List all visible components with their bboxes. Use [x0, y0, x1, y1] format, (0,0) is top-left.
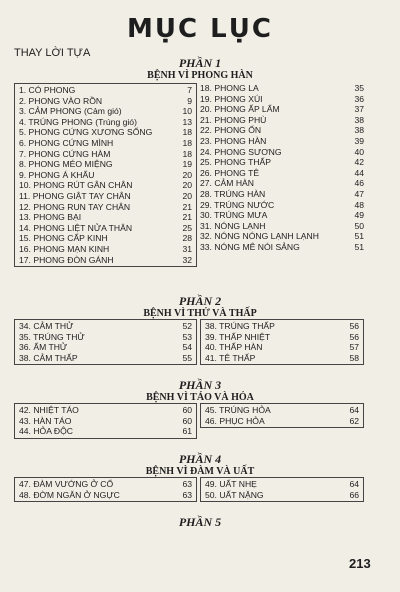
toc-entry	[200, 231, 364, 242]
toc-entry	[19, 332, 192, 343]
toc-entry-page: 48	[354, 199, 364, 210]
toc-entry-title: 20. PHONG ẤP LẨM	[200, 104, 280, 115]
toc-entry-title: 19. PHONG XÚI	[200, 93, 263, 104]
toc-entry-title: 43. HÀN TÁO	[19, 415, 72, 426]
toc-entry-page: 37	[354, 104, 364, 115]
toc-entry	[205, 332, 359, 343]
toc-entry-page: 38	[354, 125, 364, 136]
part-3-left-column	[14, 403, 197, 439]
toc-entry-page: 58	[349, 352, 359, 363]
toc-entry	[200, 221, 364, 232]
toc-entry-title: 49. UẤT NHẸ	[205, 479, 257, 489]
toc-entry-page: 21	[182, 212, 192, 223]
toc-entry-title: 14. PHONG LIỆT NỬA THÂN	[19, 222, 133, 233]
toc-entry-page: 56	[349, 331, 359, 342]
toc-entry	[19, 191, 192, 202]
toc-entry-page: 55	[182, 352, 192, 363]
toc-entry-title: 7. PHONG CỨNG HÀM	[19, 148, 111, 159]
toc-entry	[19, 479, 192, 490]
part-1-subtitle: BỆNH VÌ PHONG HÀN	[147, 70, 253, 81]
toc-entry	[19, 138, 192, 149]
toc-entry-page: 61	[182, 426, 192, 437]
toc-entry-title: 29. TRÚNG NƯỚC	[200, 199, 275, 210]
toc-entry-title: 2. PHONG VÀO RỒN	[19, 95, 103, 106]
toc-entry-page: 20	[182, 180, 192, 191]
toc-entry	[19, 117, 192, 128]
toc-entry	[200, 242, 364, 253]
toc-entry-page: 64	[349, 405, 359, 415]
toc-entry	[19, 170, 192, 181]
toc-entry-page: 62	[349, 415, 359, 426]
toc-entry-title: 9. PHONG Á KHẨU	[19, 169, 95, 180]
toc-entry-title: 10. PHONG RÚT GÂN CHÂN	[19, 180, 133, 191]
toc-entry-page: 54	[182, 342, 192, 353]
toc-entry-title: 46. PHỤC HỎA	[205, 415, 265, 426]
toc-entry	[19, 321, 192, 332]
toc-entry	[200, 200, 364, 211]
toc-entry-page: 10	[182, 106, 192, 117]
toc-entry	[200, 147, 364, 158]
toc-entry	[205, 342, 359, 353]
toc-entry	[205, 321, 359, 332]
toc-entry-page: 51	[354, 241, 364, 252]
toc-entry	[19, 127, 192, 138]
toc-entry-page: 56	[349, 321, 359, 331]
toc-entry	[200, 94, 364, 105]
toc-entry-title: 21. PHONG PHÙ	[200, 114, 267, 125]
toc-entry	[200, 136, 364, 147]
toc-entry-title: 41. TÊ THẤP	[205, 352, 256, 363]
toc-entry	[200, 210, 364, 221]
toc-entry-page: 60	[182, 415, 192, 426]
toc-entry-title: 38. TRÚNG THẤP	[205, 321, 275, 331]
toc-entry-title: 31. NÓNG LẠNH	[200, 220, 266, 231]
toc-entry	[19, 180, 192, 191]
part-1-right-column	[200, 83, 364, 253]
toc-entry-page: 32	[182, 254, 192, 265]
toc-entry	[200, 178, 364, 189]
toc-entry-title: 25. PHONG THẤP	[200, 157, 271, 168]
toc-entry	[200, 115, 364, 126]
part-4-left-column	[14, 477, 197, 502]
toc-entry	[19, 405, 192, 416]
toc-entry-page: 18	[182, 148, 192, 159]
toc-entry	[19, 85, 192, 96]
toc-entry-page: 49	[354, 210, 364, 221]
toc-entry-title: 5. PHONG CỨNG XƯƠNG SỐNG	[19, 127, 153, 138]
toc-entry-title: 17. PHONG ĐÒN GÁNH	[19, 254, 114, 265]
toc-entry	[200, 157, 364, 168]
toc-entry	[19, 233, 192, 244]
toc-entry-title: 13. PHONG BẠI	[19, 212, 82, 223]
toc-entry-page: 28	[182, 233, 192, 244]
toc-entry-title: 12. PHONG RUN TAY CHÂN	[19, 201, 131, 212]
toc-entry-title: 8. PHONG MÉO MIỆNG	[19, 159, 113, 170]
toc-entry	[19, 244, 192, 255]
toc-entry-page: 39	[354, 135, 364, 146]
toc-entry-title: 24. PHONG SƯƠNG	[200, 146, 282, 157]
toc-entry-title: 1. CÓ PHONG	[19, 85, 76, 95]
toc-entry-title: 34. CẢM THỬ	[19, 321, 74, 331]
toc-entry-page: 36	[354, 93, 364, 104]
toc-entry-title: 11. PHONG GIẬT TAY CHÂN	[19, 190, 131, 201]
toc-entry-page: 18	[182, 137, 192, 148]
part-3-right-column	[200, 403, 364, 428]
toc-entry-title: 38. CẢM THẤP	[19, 352, 78, 363]
toc-entry	[19, 96, 192, 107]
page-number: 213	[349, 556, 371, 571]
toc-entry-title: 23. PHONG HÀN	[200, 135, 267, 146]
toc-entry-title: 39. THẤP NHIỆT	[205, 331, 271, 342]
toc-entry-title: 32. NÓNG NÓNG LẠNH LẠNH	[200, 231, 319, 242]
toc-entry-page: 63	[182, 489, 192, 500]
part-4-subtitle: BỆNH VÌ ĐÀM VÀ UẤT	[145, 466, 255, 477]
toc-entry	[19, 106, 192, 117]
toc-entry-page: 50	[354, 220, 364, 231]
toc-entry-page: 20	[182, 169, 192, 180]
toc-entry	[19, 255, 192, 266]
toc-entry	[200, 125, 364, 136]
toc-entry-page: 42	[354, 157, 364, 168]
toc-entry	[19, 426, 192, 437]
toc-entry	[19, 490, 192, 501]
part-2-label: PHẦN 2	[178, 294, 222, 308]
toc-entry-title: 42. NHIỆT TÁO	[19, 405, 79, 415]
part-4-label: PHẦN 4	[178, 452, 222, 466]
toc-entry-page: 7	[187, 85, 192, 95]
toc-entry	[205, 405, 359, 416]
toc-entry-page: 64	[349, 479, 359, 489]
toc-entry-page: 18	[182, 127, 192, 138]
toc-entry	[205, 353, 359, 364]
page-title: MỤC LỤC	[127, 14, 273, 44]
toc-entry	[19, 149, 192, 160]
toc-entry-title: 35. TRÚNG THỬ	[19, 331, 85, 342]
toc-entry-page: 35	[354, 83, 364, 93]
toc-entry-page: 31	[182, 243, 192, 254]
part-2-right-column	[200, 319, 364, 365]
toc-entry-page: 25	[182, 222, 192, 233]
toc-entry-title: 40. THẤP HÀN	[205, 342, 263, 353]
toc-entry	[200, 83, 364, 94]
toc-entry	[19, 159, 192, 170]
part-2-left-column	[14, 319, 197, 365]
toc-entry-page: 44	[354, 167, 364, 178]
toc-entry	[200, 189, 364, 200]
toc-entry-title: 16. PHONG MẠN KINH	[19, 243, 110, 254]
toc-entry	[19, 342, 192, 353]
toc-entry-title: 36. ẨM THỬ	[19, 342, 68, 353]
toc-entry-page: 19	[182, 159, 192, 170]
toc-entry	[19, 202, 192, 213]
toc-entry-title: 15. PHONG CẤP KINH	[19, 233, 108, 244]
part-2-subtitle: BỆNH VÌ THỬ VÀ THẤP	[143, 308, 257, 319]
part-3-label: PHẦN 3	[178, 378, 222, 392]
toc-entry	[205, 479, 359, 490]
toc-entry-title: 44. HỎA ĐỘC	[19, 426, 73, 437]
toc-entry-page: 52	[182, 321, 192, 331]
toc-entry	[200, 168, 364, 179]
toc-entry-page: 51	[354, 231, 364, 242]
part-1-label: PHẦN 1	[178, 56, 222, 70]
toc-entry-title: 48. ĐỜM NGĂN Ở NGỰC	[19, 489, 120, 500]
toc-entry-page: 20	[182, 190, 192, 201]
toc-entry	[19, 212, 192, 223]
preface-entry: THAY LỜI TỰA	[14, 47, 91, 59]
toc-entry-page: 60	[182, 405, 192, 415]
toc-entry-title: 33. NÓNG MÊ NÓI SẢNG	[200, 241, 300, 252]
toc-entry-page: 9	[187, 95, 192, 106]
toc-entry-page: 63	[182, 479, 192, 489]
part-3-subtitle: BỆNH VÌ TÁO VÀ HỎA	[146, 392, 254, 403]
toc-entry-title: 45. TRÚNG HỎA	[205, 405, 271, 415]
toc-entry-page: 57	[349, 342, 359, 353]
toc-entry	[19, 353, 192, 364]
toc-entry-page: 21	[182, 201, 192, 212]
part-5-label: PHẦN 5	[178, 515, 222, 529]
toc-entry-title: 30. TRÚNG MƯA	[200, 210, 268, 221]
part-1-left-column	[14, 83, 197, 267]
toc-entry-page: 46	[354, 178, 364, 189]
toc-entry-title: 6. PHONG CỨNG MÌNH	[19, 137, 114, 148]
toc-entry	[205, 416, 359, 427]
toc-entry-title: 3. CẢM PHONG (Cảm gió)	[19, 106, 122, 117]
toc-entry	[200, 104, 364, 115]
toc-entry-page: 47	[354, 188, 364, 199]
toc-entry	[19, 223, 192, 234]
toc-entry	[205, 490, 359, 501]
toc-entry-title: 26. PHONG TÊ	[200, 167, 260, 178]
part-4-right-column	[200, 477, 364, 502]
toc-entry-title: 50. UẤT NẶNG	[205, 489, 264, 500]
toc-entry-page: 13	[182, 116, 192, 127]
toc-entry-page: 38	[354, 114, 364, 125]
toc-entry-title: 27. CẢM HÀN	[200, 178, 254, 189]
toc-entry-page: 66	[349, 489, 359, 500]
toc-entry-page: 53	[182, 331, 192, 342]
toc-entry-title: 4. TRÚNG PHONG (Trúng gió)	[19, 116, 137, 127]
toc-entry-title: 28. TRÚNG HÀN	[200, 188, 266, 199]
toc-entry-title: 18. PHONG LA	[200, 83, 259, 93]
toc-entry-title: 22. PHONG ỐN	[200, 125, 262, 136]
toc-entry-title: 47. ĐÀM VƯỚNG Ở CỔ	[19, 479, 114, 489]
toc-entry-page: 40	[354, 146, 364, 157]
toc-entry	[19, 416, 192, 427]
